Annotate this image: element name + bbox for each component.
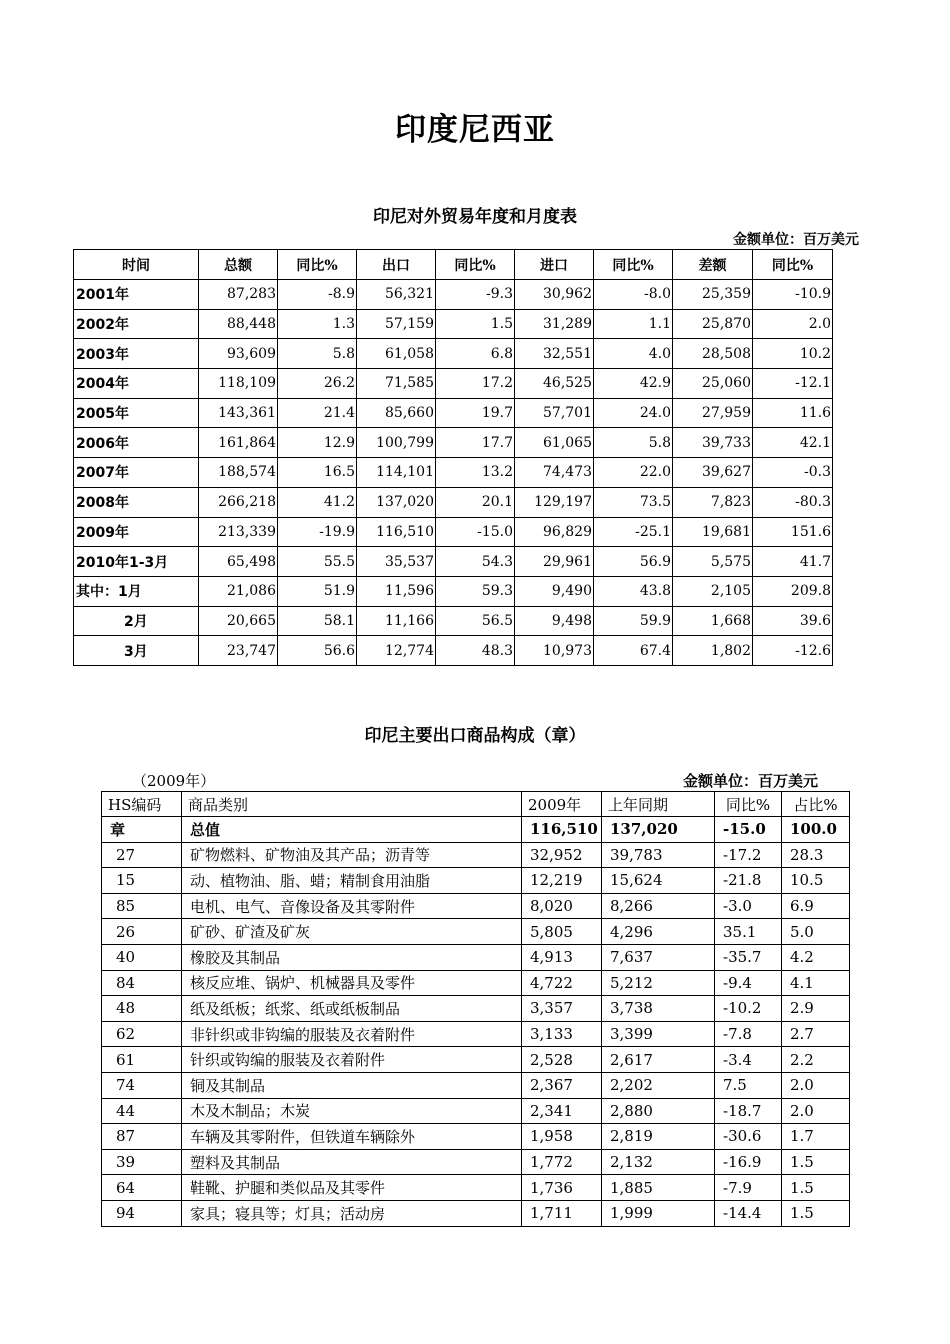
export-cell: 85,660	[357, 398, 436, 428]
total-yoy-cell: 16.5	[278, 458, 357, 488]
export-yoy-cell: 17.7	[436, 428, 515, 458]
balance-cell: 27,959	[673, 398, 753, 428]
export-cell: 114,101	[357, 458, 436, 488]
import-cell: 9,498	[515, 606, 594, 636]
balance-yoy-cell: 209.8	[753, 576, 833, 606]
value-prev-cell: 7,637	[602, 944, 715, 970]
header-cell: 出口	[357, 250, 436, 280]
trade-row	[74, 398, 833, 428]
balance-cell: 1,668	[673, 606, 753, 636]
header-cell: 同比%	[278, 250, 357, 280]
share-cell: 2.2	[782, 1047, 850, 1073]
category-cell: 木及木制品；木炭	[182, 1098, 522, 1124]
header-cell: HS编码	[102, 792, 182, 817]
yoy-cell: -35.7	[715, 944, 782, 970]
trade-unit-label: 金额单位：百万美元	[733, 232, 859, 248]
export-row	[102, 1149, 850, 1175]
category-cell: 矿砂、矿渣及矿灰	[182, 919, 522, 945]
import-cell: 57,701	[515, 398, 594, 428]
category-cell: 纸及纸板；纸浆、纸或纸板制品	[182, 996, 522, 1022]
value-prev-cell: 39,783	[602, 842, 715, 868]
import-cell: 74,473	[515, 458, 594, 488]
trade-row	[74, 547, 833, 577]
share-cell: 1.5	[782, 1175, 850, 1201]
total-cell: 93,609	[199, 339, 278, 369]
balance-yoy-cell: -80.3	[753, 487, 833, 517]
trade-row	[74, 428, 833, 458]
hs-code-cell: 84	[102, 970, 182, 996]
yoy-cell: -14.4	[715, 1200, 782, 1226]
yoy-cell: 7.5	[715, 1072, 782, 1098]
total-yoy-cell: 1.3	[278, 309, 357, 339]
value-2009-cell: 4,722	[522, 970, 602, 996]
category-cell: 总值	[182, 817, 522, 843]
header-cell: 同比%	[436, 250, 515, 280]
trade-row	[74, 309, 833, 339]
export-yoy-cell: 19.7	[436, 398, 515, 428]
import-cell: 46,525	[515, 369, 594, 399]
export-cell: 100,799	[357, 428, 436, 458]
value-2009-cell: 2,528	[522, 1047, 602, 1073]
import-yoy-cell: 1.1	[594, 309, 673, 339]
balance-yoy-cell: 10.2	[753, 339, 833, 369]
header-cell: 上年同期	[602, 792, 715, 817]
value-prev-cell: 2,819	[602, 1124, 715, 1150]
total-yoy-cell: 58.1	[278, 606, 357, 636]
total-yoy-cell: 55.5	[278, 547, 357, 577]
balance-yoy-cell: 39.6	[753, 606, 833, 636]
value-2009-cell: 1,736	[522, 1175, 602, 1201]
value-2009-cell: 2,341	[522, 1098, 602, 1124]
period-cell: 2005年	[74, 398, 199, 428]
period-cell: 2004年	[74, 369, 199, 399]
value-2009-cell: 3,357	[522, 996, 602, 1022]
yoy-cell: -9.4	[715, 970, 782, 996]
value-2009-cell: 1,711	[522, 1200, 602, 1226]
value-2009-cell: 4,913	[522, 944, 602, 970]
import-yoy-cell: 5.8	[594, 428, 673, 458]
import-cell: 31,289	[515, 309, 594, 339]
period-cell: 3月	[74, 636, 199, 666]
total-cell: 266,218	[199, 487, 278, 517]
total-cell: 118,109	[199, 369, 278, 399]
total-yoy-cell: 21.4	[278, 398, 357, 428]
hs-code-cell: 39	[102, 1149, 182, 1175]
export-row	[102, 868, 850, 894]
category-cell: 矿物燃料、矿物油及其产品；沥青等	[182, 842, 522, 868]
export-cell: 137,020	[357, 487, 436, 517]
export-section-title: 印尼主要出口商品构成（章）	[364, 726, 586, 746]
yoy-cell: 35.1	[715, 919, 782, 945]
header-cell: 差额	[673, 250, 753, 280]
import-yoy-cell: 22.0	[594, 458, 673, 488]
hs-code-cell: 40	[102, 944, 182, 970]
value-2009-cell: 5,805	[522, 919, 602, 945]
balance-cell: 39,733	[673, 428, 753, 458]
export-row	[102, 919, 850, 945]
export-yoy-cell: 13.2	[436, 458, 515, 488]
total-cell: 20,665	[199, 606, 278, 636]
balance-yoy-cell: -10.9	[753, 280, 833, 310]
export-row	[102, 1175, 850, 1201]
period-cell: 2010年1-3月	[74, 547, 199, 577]
yoy-cell: -7.8	[715, 1021, 782, 1047]
export-cell: 116,510	[357, 517, 436, 547]
export-unit-label: 金额单位：百万美元	[682, 772, 818, 790]
category-cell: 电机、电气、音像设备及其零附件	[182, 893, 522, 919]
import-cell: 30,962	[515, 280, 594, 310]
total-yoy-cell: -8.9	[278, 280, 357, 310]
period-cell: 2006年	[74, 428, 199, 458]
total-cell: 161,864	[199, 428, 278, 458]
category-cell: 鞋靴、护腿和类似品及其零件	[182, 1175, 522, 1201]
export-row	[102, 996, 850, 1022]
export-year-note: （2009年）	[132, 772, 216, 790]
yoy-cell: -3.0	[715, 893, 782, 919]
export-row	[102, 1124, 850, 1150]
import-yoy-cell: 24.0	[594, 398, 673, 428]
import-yoy-cell: -25.1	[594, 517, 673, 547]
export-cell: 57,159	[357, 309, 436, 339]
share-cell: 1.5	[782, 1200, 850, 1226]
export-yoy-cell: 17.2	[436, 369, 515, 399]
value-prev-cell: 15,624	[602, 868, 715, 894]
export-cell: 11,596	[357, 576, 436, 606]
share-cell: 10.5	[782, 868, 850, 894]
export-yoy-cell: 1.5	[436, 309, 515, 339]
export-total-row	[102, 817, 850, 843]
share-cell: 1.7	[782, 1124, 850, 1150]
export-cell: 56,321	[357, 280, 436, 310]
export-yoy-cell: 59.3	[436, 576, 515, 606]
header-cell: 时间	[74, 250, 199, 280]
category-cell: 非针织或非钩编的服装及衣着附件	[182, 1021, 522, 1047]
import-yoy-cell: -8.0	[594, 280, 673, 310]
import-yoy-cell: 73.5	[594, 487, 673, 517]
hs-code-cell: 94	[102, 1200, 182, 1226]
balance-yoy-cell: -12.1	[753, 369, 833, 399]
share-cell: 2.0	[782, 1098, 850, 1124]
total-cell: 21,086	[199, 576, 278, 606]
value-2009-cell: 1,958	[522, 1124, 602, 1150]
balance-yoy-cell: 42.1	[753, 428, 833, 458]
period-cell: 2009年	[74, 517, 199, 547]
balance-cell: 5,575	[673, 547, 753, 577]
header-cell: 占比%	[782, 792, 850, 817]
total-yoy-cell: 51.9	[278, 576, 357, 606]
share-cell: 2.9	[782, 996, 850, 1022]
export-cell: 61,058	[357, 339, 436, 369]
yoy-cell: -15.0	[715, 817, 782, 843]
category-cell: 家具；寝具等；灯具；活动房	[182, 1200, 522, 1226]
category-cell: 车辆及其零附件，但铁道车辆除外	[182, 1124, 522, 1150]
value-2009-cell: 3,133	[522, 1021, 602, 1047]
value-2009-cell: 2,367	[522, 1072, 602, 1098]
value-prev-cell: 2,202	[602, 1072, 715, 1098]
period-cell: 2008年	[74, 487, 199, 517]
header-cell: 同比%	[594, 250, 673, 280]
export-cell: 12,774	[357, 636, 436, 666]
total-yoy-cell: 12.9	[278, 428, 357, 458]
share-cell: 4.1	[782, 970, 850, 996]
header-cell: 2009年	[522, 792, 602, 817]
export-yoy-cell: 56.5	[436, 606, 515, 636]
balance-cell: 1,802	[673, 636, 753, 666]
import-yoy-cell: 42.9	[594, 369, 673, 399]
trade-row	[74, 487, 833, 517]
share-cell: 6.9	[782, 893, 850, 919]
value-2009-cell: 116,510	[522, 817, 602, 843]
share-cell: 28.3	[782, 842, 850, 868]
total-cell: 143,361	[199, 398, 278, 428]
hs-code-cell: 62	[102, 1021, 182, 1047]
import-yoy-cell: 59.9	[594, 606, 673, 636]
balance-cell: 25,870	[673, 309, 753, 339]
import-cell: 32,551	[515, 339, 594, 369]
trade-row	[74, 280, 833, 310]
trade-row	[74, 339, 833, 369]
import-cell: 10,973	[515, 636, 594, 666]
balance-cell: 2,105	[673, 576, 753, 606]
category-cell: 动、植物油、脂、蜡；精制食用油脂	[182, 868, 522, 894]
hs-code-cell: 87	[102, 1124, 182, 1150]
header-cell: 商品类别	[182, 792, 522, 817]
hs-code-cell: 74	[102, 1072, 182, 1098]
trade-row	[74, 517, 833, 547]
hs-code-cell: 44	[102, 1098, 182, 1124]
export-row	[102, 842, 850, 868]
category-cell: 铜及其制品	[182, 1072, 522, 1098]
yoy-cell: -18.7	[715, 1098, 782, 1124]
balance-yoy-cell: 151.6	[753, 517, 833, 547]
total-yoy-cell: 56.6	[278, 636, 357, 666]
value-prev-cell: 1,885	[602, 1175, 715, 1201]
export-yoy-cell: 20.1	[436, 487, 515, 517]
trade-section-title: 印尼对外贸易年度和月度表	[373, 207, 577, 227]
header-cell: 同比%	[753, 250, 833, 280]
page-title: 印度尼西亚	[395, 112, 555, 148]
period-cell: 2001年	[74, 280, 199, 310]
total-yoy-cell: -19.9	[278, 517, 357, 547]
value-prev-cell: 5,212	[602, 970, 715, 996]
share-cell: 4.2	[782, 944, 850, 970]
yoy-cell: -30.6	[715, 1124, 782, 1150]
total-cell: 23,747	[199, 636, 278, 666]
import-yoy-cell: 4.0	[594, 339, 673, 369]
trade-table	[73, 249, 833, 666]
total-yoy-cell: 41.2	[278, 487, 357, 517]
value-prev-cell: 2,880	[602, 1098, 715, 1124]
value-prev-cell: 3,399	[602, 1021, 715, 1047]
period-cell: 其中：1月	[74, 576, 199, 606]
total-cell: 213,339	[199, 517, 278, 547]
export-row	[102, 1072, 850, 1098]
export-yoy-cell: -15.0	[436, 517, 515, 547]
category-cell: 针织或钩编的服装及衣着附件	[182, 1047, 522, 1073]
total-yoy-cell: 26.2	[278, 369, 357, 399]
import-cell: 96,829	[515, 517, 594, 547]
total-cell: 87,283	[199, 280, 278, 310]
total-cell: 88,448	[199, 309, 278, 339]
category-cell: 橡胶及其制品	[182, 944, 522, 970]
total-cell: 65,498	[199, 547, 278, 577]
value-prev-cell: 137,020	[602, 817, 715, 843]
hs-code-cell: 85	[102, 893, 182, 919]
hs-code-cell: 61	[102, 1047, 182, 1073]
category-cell: 塑料及其制品	[182, 1149, 522, 1175]
export-cell: 71,585	[357, 369, 436, 399]
total-yoy-cell: 5.8	[278, 339, 357, 369]
hs-code-cell: 15	[102, 868, 182, 894]
export-yoy-cell: 54.3	[436, 547, 515, 577]
value-2009-cell: 12,219	[522, 868, 602, 894]
trade-row	[74, 576, 833, 606]
import-cell: 9,490	[515, 576, 594, 606]
export-yoy-cell: 6.8	[436, 339, 515, 369]
yoy-cell: -21.8	[715, 868, 782, 894]
trade-row	[74, 458, 833, 488]
export-row	[102, 1098, 850, 1124]
hs-code-cell: 26	[102, 919, 182, 945]
share-cell: 2.0	[782, 1072, 850, 1098]
export-cell: 35,537	[357, 547, 436, 577]
category-cell: 核反应堆、锅炉、机械器具及零件	[182, 970, 522, 996]
yoy-cell: -16.9	[715, 1149, 782, 1175]
period-cell: 2007年	[74, 458, 199, 488]
balance-yoy-cell: -12.6	[753, 636, 833, 666]
balance-yoy-cell: 41.7	[753, 547, 833, 577]
balance-yoy-cell: -0.3	[753, 458, 833, 488]
header-cell: 总额	[199, 250, 278, 280]
hs-code-cell: 章	[102, 817, 182, 843]
value-2009-cell: 32,952	[522, 842, 602, 868]
hs-code-cell: 48	[102, 996, 182, 1022]
share-cell: 100.0	[782, 817, 850, 843]
yoy-cell: -10.2	[715, 996, 782, 1022]
export-yoy-cell: 48.3	[436, 636, 515, 666]
share-cell: 5.0	[782, 919, 850, 945]
share-cell: 2.7	[782, 1021, 850, 1047]
balance-yoy-cell: 2.0	[753, 309, 833, 339]
export-row	[102, 893, 850, 919]
balance-cell: 25,060	[673, 369, 753, 399]
yoy-cell: -7.9	[715, 1175, 782, 1201]
balance-cell: 28,508	[673, 339, 753, 369]
balance-cell: 19,681	[673, 517, 753, 547]
value-2009-cell: 8,020	[522, 893, 602, 919]
value-prev-cell: 4,296	[602, 919, 715, 945]
trade-row	[74, 369, 833, 399]
export-yoy-cell: -9.3	[436, 280, 515, 310]
trade-header-row	[74, 250, 833, 280]
hs-code-cell: 64	[102, 1175, 182, 1201]
period-cell: 2002年	[74, 309, 199, 339]
share-cell: 1.5	[782, 1149, 850, 1175]
value-prev-cell: 2,617	[602, 1047, 715, 1073]
value-prev-cell: 3,738	[602, 996, 715, 1022]
export-row	[102, 944, 850, 970]
hs-code-cell: 27	[102, 842, 182, 868]
export-row	[102, 1047, 850, 1073]
export-row	[102, 970, 850, 996]
import-yoy-cell: 67.4	[594, 636, 673, 666]
period-cell: 2003年	[74, 339, 199, 369]
balance-yoy-cell: 11.6	[753, 398, 833, 428]
import-cell: 129,197	[515, 487, 594, 517]
header-cell: 同比%	[715, 792, 782, 817]
import-yoy-cell: 56.9	[594, 547, 673, 577]
trade-row	[74, 606, 833, 636]
value-prev-cell: 1,999	[602, 1200, 715, 1226]
value-prev-cell: 8,266	[602, 893, 715, 919]
period-cell: 2月	[74, 606, 199, 636]
yoy-cell: -17.2	[715, 842, 782, 868]
export-row	[102, 1200, 850, 1226]
value-prev-cell: 2,132	[602, 1149, 715, 1175]
export-cell: 11,166	[357, 606, 436, 636]
export-header-row	[102, 792, 850, 817]
total-cell: 188,574	[199, 458, 278, 488]
import-cell: 61,065	[515, 428, 594, 458]
import-cell: 29,961	[515, 547, 594, 577]
import-yoy-cell: 43.8	[594, 576, 673, 606]
export-table	[101, 791, 850, 1227]
balance-cell: 7,823	[673, 487, 753, 517]
header-cell: 进口	[515, 250, 594, 280]
balance-cell: 25,359	[673, 280, 753, 310]
yoy-cell: -3.4	[715, 1047, 782, 1073]
balance-cell: 39,627	[673, 458, 753, 488]
value-2009-cell: 1,772	[522, 1149, 602, 1175]
export-row	[102, 1021, 850, 1047]
trade-row	[74, 636, 833, 666]
